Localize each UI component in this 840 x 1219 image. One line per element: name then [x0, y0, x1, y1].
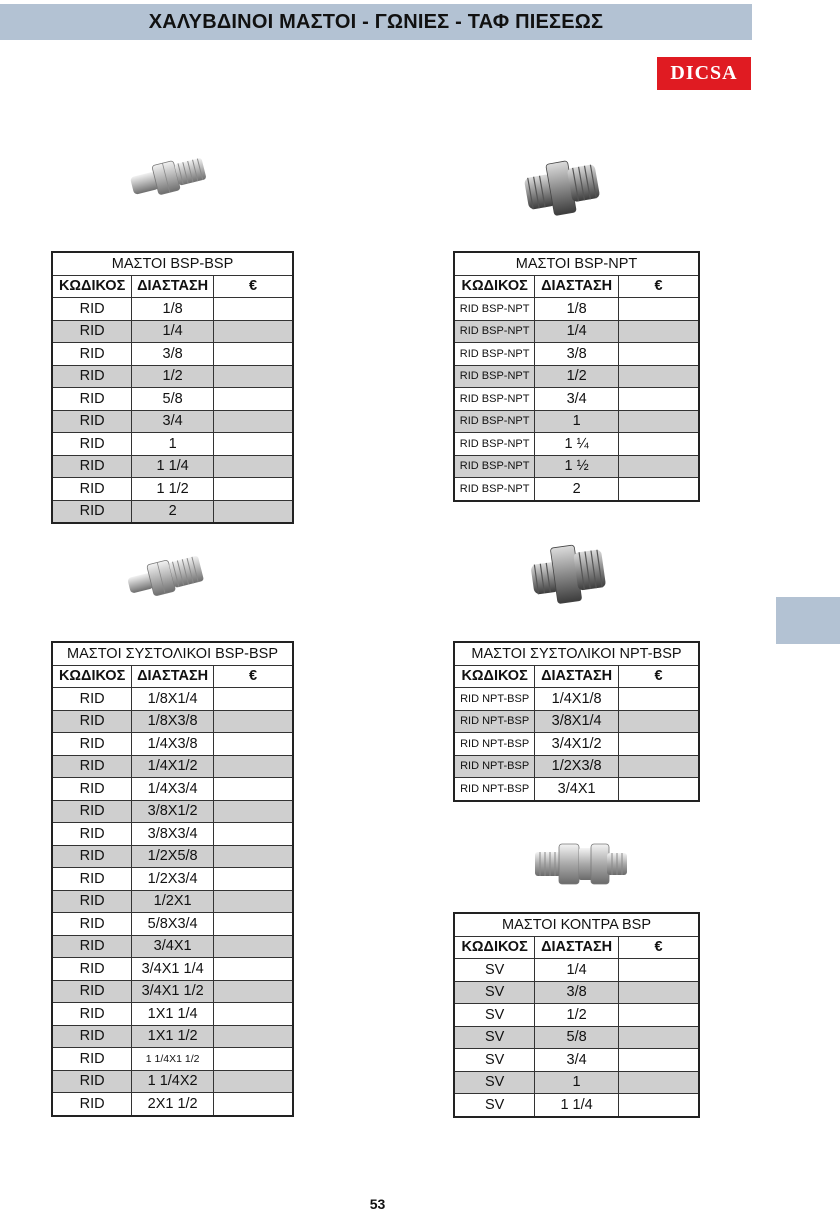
table-row	[52, 733, 293, 756]
table-row	[454, 1026, 699, 1049]
code-cell: SV	[454, 981, 535, 1004]
page-header	[0, 4, 752, 40]
price-cell	[214, 890, 293, 913]
code-cell: RID	[52, 778, 132, 801]
price-cell	[619, 320, 699, 343]
size-cell: 5/8	[132, 388, 214, 411]
price-cell	[214, 298, 293, 321]
code-cell: RID	[52, 980, 132, 1003]
table-row	[454, 455, 699, 478]
size-cell: 1/2X5/8	[132, 845, 214, 868]
price-cell	[214, 755, 293, 778]
table-row	[454, 1094, 699, 1117]
code-cell: SV	[454, 1049, 535, 1072]
bsp-npt-table	[453, 251, 700, 502]
table-row	[52, 1025, 293, 1048]
table-row	[52, 478, 293, 501]
code-cell: RID BSP-NPT	[454, 433, 535, 456]
table-row	[52, 913, 293, 936]
size-cell: 1/8	[132, 298, 214, 321]
size-cell: 1 ¼	[535, 433, 619, 456]
size-cell: 3/4	[132, 410, 214, 433]
price-cell	[214, 433, 293, 456]
price-cell	[214, 1025, 293, 1048]
size-cell: 3/4	[535, 388, 619, 411]
code-header: ΚΩΔΙΚΟΣ	[454, 936, 535, 959]
price-cell	[619, 688, 700, 711]
price-cell	[214, 1093, 293, 1116]
table-row	[454, 981, 699, 1004]
size-cell: 2	[132, 500, 214, 523]
price-cell	[214, 935, 293, 958]
table-row	[454, 710, 699, 733]
code-cell: RID	[52, 733, 132, 756]
size-cell: 1/2	[535, 365, 619, 388]
table-title: ΜΑΣΤΟΙ BSP-BSP	[52, 252, 293, 275]
code-cell: RID NPT-BSP	[454, 688, 535, 711]
table-row	[454, 410, 699, 433]
price-cell	[214, 1070, 293, 1093]
price-cell	[214, 1048, 293, 1071]
price-cell	[619, 433, 699, 456]
table-title: ΜΑΣΤΟΙ ΣΥΣΤΟΛΙΚΟΙ NPT-BSP	[454, 642, 699, 665]
table-row	[52, 958, 293, 981]
code-header: ΚΩΔΙΚΟΣ	[454, 665, 535, 688]
price-cell	[214, 320, 293, 343]
price-cell	[214, 868, 293, 891]
table-row	[52, 710, 293, 733]
price-cell	[214, 388, 293, 411]
code-cell: RID NPT-BSP	[454, 778, 535, 801]
table-row	[52, 1048, 293, 1071]
size-cell: 1 ½	[535, 455, 619, 478]
price-cell	[619, 410, 699, 433]
code-cell: RID	[52, 868, 132, 891]
code-cell: RID	[52, 1003, 132, 1026]
size-cell: 3/4X1	[132, 935, 214, 958]
price-cell	[214, 478, 293, 501]
table-row	[52, 320, 293, 343]
code-cell: RID	[52, 710, 132, 733]
size-cell: 1	[535, 1071, 619, 1094]
price-cell	[214, 410, 293, 433]
code-cell: RID	[52, 823, 132, 846]
code-header: ΚΩΔΙΚΟΣ	[454, 275, 535, 298]
table-row	[454, 365, 699, 388]
table-row	[52, 823, 293, 846]
code-cell: SV	[454, 1071, 535, 1094]
size-cell: 3/4	[535, 1049, 619, 1072]
price-cell	[214, 958, 293, 981]
size-cell: 1/2X1	[132, 890, 214, 913]
table-row	[52, 800, 293, 823]
price-cell	[618, 1049, 699, 1072]
price-cell	[214, 500, 293, 523]
code-cell: RID BSP-NPT	[454, 320, 535, 343]
size-cell: 1X1 1/2	[132, 1025, 214, 1048]
page-title: ΧΑΛΥΒΔΙΝΟΙ ΜΑΣΤΟΙ - ΓΩΝΙΕΣ - ΤΑΦ ΠΙΕΣΕΩΣ	[148, 10, 604, 33]
reducing-nipple-npt-bsp-image	[528, 538, 608, 610]
code-cell: RID	[52, 320, 132, 343]
table-row	[454, 478, 699, 501]
price-header: €	[618, 936, 699, 959]
code-header: ΚΩΔΙΚΟΣ	[52, 665, 132, 688]
size-header: ΔΙΑΣΤΑΣΗ	[535, 275, 619, 298]
code-cell: RID	[52, 1070, 132, 1093]
price-header: €	[619, 665, 700, 688]
kontra-bsp-table	[453, 912, 700, 1118]
code-cell: RID	[52, 755, 132, 778]
code-cell: RID NPT-BSP	[454, 733, 535, 756]
size-cell: 1	[132, 433, 214, 456]
table-row	[454, 1071, 699, 1094]
size-cell: 3/4X1 1/4	[132, 958, 214, 981]
price-cell	[214, 1003, 293, 1026]
size-cell: 3/8	[535, 343, 619, 366]
size-cell: 1	[535, 410, 619, 433]
table-row	[52, 455, 293, 478]
section-tab	[776, 597, 840, 644]
price-cell	[214, 733, 293, 756]
size-cell: 1X1 1/4	[132, 1003, 214, 1026]
nipple-bsp-bsp-image	[125, 148, 213, 206]
code-cell: RID BSP-NPT	[454, 410, 535, 433]
size-header: ΔΙΑΣΤΑΣΗ	[132, 275, 214, 298]
price-cell	[618, 1026, 699, 1049]
table-row	[52, 1003, 293, 1026]
size-cell: 5/8X3/4	[132, 913, 214, 936]
code-cell: RID BSP-NPT	[454, 365, 535, 388]
code-cell: SV	[454, 1094, 535, 1117]
code-cell: RID	[52, 478, 132, 501]
price-cell	[214, 913, 293, 936]
code-cell: RID	[52, 688, 132, 711]
code-cell: RID NPT-BSP	[454, 710, 535, 733]
table-row	[52, 388, 293, 411]
table-row	[52, 688, 293, 711]
size-cell: 1/2X3/4	[132, 868, 214, 891]
page-number: 53	[369, 1196, 386, 1212]
code-cell: RID	[52, 1025, 132, 1048]
code-cell: RID	[52, 388, 132, 411]
price-cell	[619, 298, 699, 321]
price-header: €	[214, 665, 293, 688]
code-cell: RID BSP-NPT	[454, 388, 535, 411]
table-row	[454, 733, 699, 756]
size-cell: 3/8X1/2	[132, 800, 214, 823]
code-cell: RID	[52, 410, 132, 433]
size-cell: 1/4X3/4	[132, 778, 214, 801]
price-cell	[214, 778, 293, 801]
nipple-bsp-npt-image	[522, 152, 602, 224]
table-title: ΜΑΣΤΟΙ BSP-NPT	[454, 252, 699, 275]
size-cell: 3/4X1/2	[535, 733, 619, 756]
size-cell: 1/4	[535, 959, 619, 982]
code-cell: RID	[52, 298, 132, 321]
code-cell: RID	[52, 1093, 132, 1116]
code-cell: RID	[52, 958, 132, 981]
size-cell: 1/4X3/8	[132, 733, 214, 756]
price-header: €	[619, 275, 699, 298]
code-cell: SV	[454, 959, 535, 982]
price-cell	[214, 980, 293, 1003]
code-cell: RID	[52, 500, 132, 523]
size-cell: 1/8X3/8	[132, 710, 214, 733]
bsp-bsp-table	[51, 251, 294, 524]
size-cell: 1 1/2	[132, 478, 214, 501]
price-cell	[619, 778, 700, 801]
size-cell: 3/4X1 1/2	[132, 980, 214, 1003]
price-cell	[214, 710, 293, 733]
price-cell	[618, 959, 699, 982]
size-cell: 1 1/4	[535, 1094, 619, 1117]
size-cell: 1/4X1/2	[132, 755, 214, 778]
table-row	[454, 320, 699, 343]
size-cell: 2X1 1/2	[132, 1093, 214, 1116]
table-row	[52, 343, 293, 366]
table-title: ΜΑΣΤΟΙ ΣΥΣΤΟΛΙΚΟΙ BSP-BSP	[52, 642, 293, 665]
size-cell: 1 1/4X1 1/2	[132, 1048, 214, 1071]
size-cell: 3/8X1/4	[535, 710, 619, 733]
code-cell: RID BSP-NPT	[454, 298, 535, 321]
size-cell: 3/8	[132, 343, 214, 366]
table-row	[52, 778, 293, 801]
price-cell	[619, 455, 699, 478]
code-header: ΚΩΔΙΚΟΣ	[52, 275, 132, 298]
size-cell: 1/2	[535, 1004, 619, 1027]
table-row	[52, 410, 293, 433]
table-row	[454, 778, 699, 801]
code-cell: RID	[52, 1048, 132, 1071]
size-cell: 1/4	[132, 320, 214, 343]
price-cell	[619, 710, 700, 733]
table-row	[454, 755, 699, 778]
logo-text: DICSA	[670, 62, 738, 84]
size-cell: 1/4	[535, 320, 619, 343]
table-row	[52, 500, 293, 523]
price-cell	[618, 1094, 699, 1117]
code-cell: RID	[52, 913, 132, 936]
size-cell: 3/8X3/4	[132, 823, 214, 846]
size-header: ΔΙΑΣΤΑΣΗ	[535, 665, 619, 688]
code-cell: RID	[52, 845, 132, 868]
size-cell: 3/8	[535, 981, 619, 1004]
table-row	[52, 868, 293, 891]
size-cell: 1 1/4X2	[132, 1070, 214, 1093]
table-row	[52, 1070, 293, 1093]
price-cell	[619, 478, 699, 501]
price-cell	[214, 845, 293, 868]
size-cell: 1 1/4	[132, 455, 214, 478]
code-cell: RID	[52, 935, 132, 958]
code-cell: RID	[52, 890, 132, 913]
price-header: €	[214, 275, 293, 298]
size-cell: 2	[535, 478, 619, 501]
table-row	[454, 343, 699, 366]
lock-nipple-bsp-image	[533, 838, 629, 888]
table-row	[454, 688, 699, 711]
code-cell: RID BSP-NPT	[454, 343, 535, 366]
price-cell	[618, 1071, 699, 1094]
price-cell	[619, 365, 699, 388]
table-row	[52, 298, 293, 321]
price-cell	[214, 343, 293, 366]
price-cell	[214, 800, 293, 823]
table-row	[454, 1004, 699, 1027]
reducing-npt-bsp-table	[453, 641, 700, 802]
table-row	[454, 1049, 699, 1072]
code-cell: RID	[52, 800, 132, 823]
table-row	[52, 755, 293, 778]
table-row	[52, 845, 293, 868]
size-cell: 1/8	[535, 298, 619, 321]
code-cell: RID	[52, 365, 132, 388]
size-cell: 1/4X1/8	[535, 688, 619, 711]
price-cell	[618, 1004, 699, 1027]
code-cell: RID	[52, 343, 132, 366]
table-row	[52, 365, 293, 388]
price-cell	[214, 823, 293, 846]
size-cell: 1/2X3/8	[535, 755, 619, 778]
table-row	[454, 959, 699, 982]
table-row	[52, 935, 293, 958]
code-cell: SV	[454, 1004, 535, 1027]
price-cell	[619, 755, 700, 778]
code-cell: RID BSP-NPT	[454, 478, 535, 501]
price-cell	[618, 981, 699, 1004]
price-cell	[214, 455, 293, 478]
size-cell: 1/2	[132, 365, 214, 388]
code-cell: SV	[454, 1026, 535, 1049]
size-cell: 1/8X1/4	[132, 688, 214, 711]
code-cell: RID NPT-BSP	[454, 755, 535, 778]
reducing-bsp-bsp-table	[51, 641, 294, 1117]
code-cell: RID	[52, 433, 132, 456]
table-row	[52, 433, 293, 456]
dicsa-logo	[657, 57, 751, 90]
table-row	[454, 388, 699, 411]
price-cell	[619, 343, 699, 366]
table-row	[52, 1093, 293, 1116]
table-row	[52, 980, 293, 1003]
table-row	[454, 298, 699, 321]
table-title: ΜΑΣΤΟΙ ΚΟΝΤΡΑ BSP	[454, 913, 699, 936]
code-cell: RID	[52, 455, 132, 478]
price-cell	[214, 365, 293, 388]
table-row	[52, 890, 293, 913]
price-cell	[214, 688, 293, 711]
table-row	[454, 433, 699, 456]
size-header: ΔΙΑΣΤΑΣΗ	[535, 936, 619, 959]
reducing-nipple-bsp-bsp-image	[122, 547, 208, 607]
price-cell	[619, 733, 700, 756]
size-cell: 3/4X1	[535, 778, 619, 801]
size-cell: 5/8	[535, 1026, 619, 1049]
price-cell	[619, 388, 699, 411]
code-cell: RID BSP-NPT	[454, 455, 535, 478]
size-header: ΔΙΑΣΤΑΣΗ	[132, 665, 214, 688]
